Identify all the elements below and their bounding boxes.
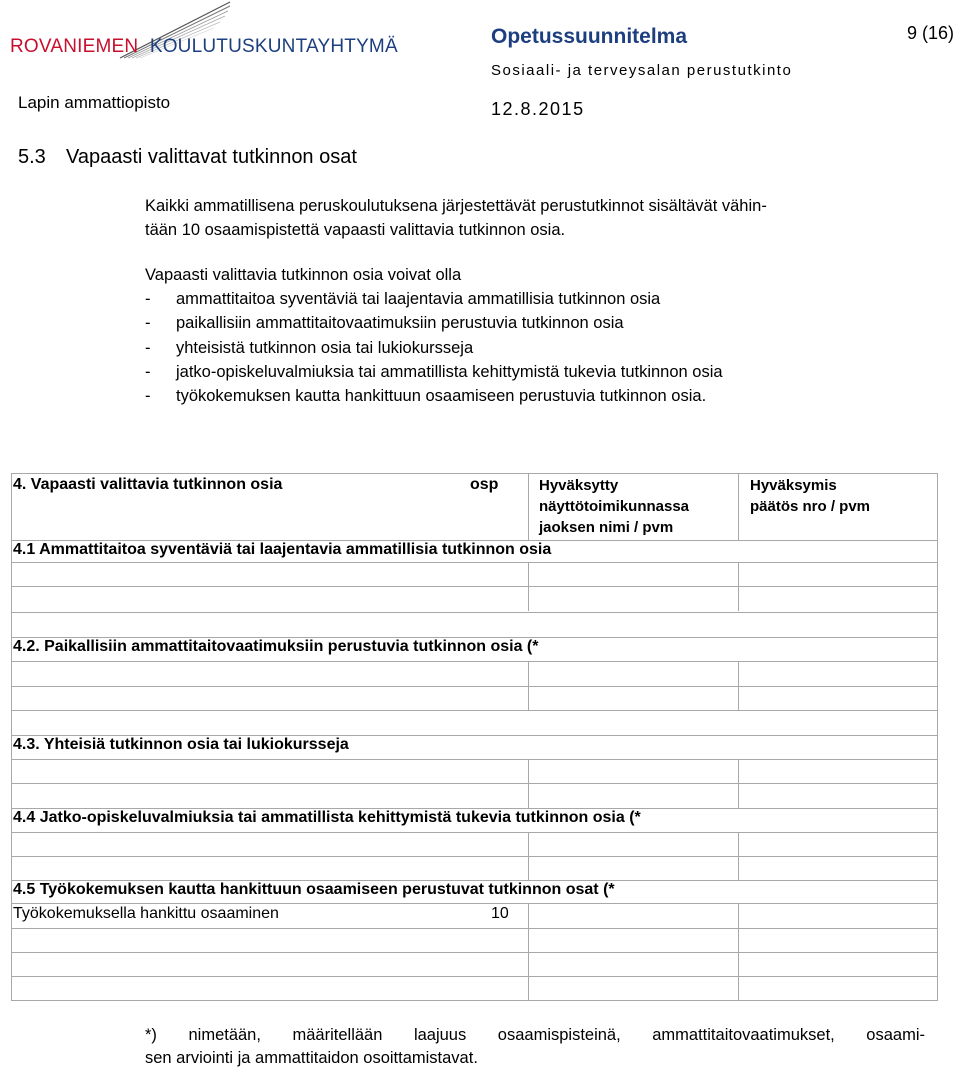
table-rule bbox=[11, 928, 938, 929]
table-cell-unit-name: Työkokemuksella hankittu osaaminen bbox=[13, 905, 279, 922]
list-item: - jatko-opiskeluvalmiuksia tai ammatillista kehittymistä tukevia tutkinnon osia bbox=[145, 360, 723, 384]
table-rule bbox=[11, 903, 938, 904]
list-item: - ammattitaitoa syventäviä tai laajentavia ammatillisia tutkinnon osia bbox=[145, 287, 723, 311]
list-item: - työkokemuksen kautta hankittuun osaamiseen perustuvia tutkinnon osia. bbox=[145, 384, 723, 408]
bullet-dash: - bbox=[145, 314, 151, 333]
table-rule bbox=[11, 1000, 938, 1001]
table-group-header: 4.4 Jatko-opiskeluvalmiuksia tai ammatillista kehittymistä tukevia tutkinnon osia (* bbox=[13, 809, 641, 826]
table-rule bbox=[738, 903, 739, 1001]
bullet-dash: - bbox=[145, 387, 151, 406]
list-intro: Vapaasti valittavia tutkinnon osia voivat olla bbox=[145, 266, 462, 284]
table-rule bbox=[528, 562, 529, 611]
section-number: 5.3 bbox=[18, 146, 46, 168]
bullet-dash: - bbox=[145, 338, 151, 357]
document-subtitle: Sosiaali- ja terveysalan perustutkinto bbox=[491, 62, 793, 79]
bullet-dash: - bbox=[145, 290, 151, 308]
table-rule bbox=[11, 686, 938, 687]
elective-units-table bbox=[11, 473, 938, 1001]
footnote bbox=[145, 1024, 925, 1070]
intro-line: Kaikki ammatillisena peruskoulutuksena järjestettävät perustutkinnot sisältävät vähin- bbox=[145, 197, 767, 215]
table-rule bbox=[11, 612, 938, 613]
section-title: Vapaasti valittavat tutkinnon osat bbox=[66, 146, 357, 168]
table-rule bbox=[11, 783, 938, 784]
table-group-header: 4.2. Paikallisiin ammattitaitovaatimuksiin perustuvia tutkinnon osia (* bbox=[13, 638, 539, 655]
table-cell-osp: 10 bbox=[491, 905, 509, 922]
footnote-line: *) nimetään, määritellään laajuus osaamispisteinä, ammattitaitovaatimukset, osaami- bbox=[145, 1026, 925, 1044]
intro-line: tään 10 osaamispistettä vapaasti valittavia tutkinnon osia. bbox=[145, 221, 566, 239]
table-rule bbox=[11, 661, 938, 662]
table-group-header: 4.5 Työkokemuksen kautta hankittuun osaamiseen perustuvat tutkinnon osat (* bbox=[13, 881, 615, 898]
column-header-unit: 4. Vapaasti valittavia tutkinnon osia bbox=[13, 476, 283, 493]
page-number: 9 (16) bbox=[907, 23, 955, 43]
list-item: - yhteisistä tutkinnon osia tai lukiokursseja bbox=[145, 336, 723, 360]
column-header-decision: Hyväksymis päätös nro / pvm bbox=[750, 477, 871, 515]
org-logo-text bbox=[10, 36, 398, 58]
table-rule bbox=[937, 473, 938, 1001]
bullet-dash: - bbox=[145, 362, 151, 381]
bullet-list bbox=[145, 287, 723, 408]
table-rule bbox=[11, 586, 938, 587]
table-rule bbox=[528, 903, 529, 1001]
org-name-part1: ROVANIEMEN bbox=[10, 36, 139, 57]
table-rule bbox=[528, 661, 529, 710]
column-header-osp: osp bbox=[470, 476, 499, 493]
table-rule bbox=[11, 856, 938, 857]
table-rule bbox=[738, 661, 739, 710]
table-rule bbox=[528, 759, 529, 808]
table-rule bbox=[738, 473, 739, 540]
table-rule bbox=[11, 562, 938, 563]
column-header-approved: Hyväksytty näyttötoimikunnassa jaoksen nimi / pvm bbox=[539, 477, 690, 536]
document-date: 12.8.2015 bbox=[491, 99, 585, 119]
document-title: Opetussuunnitelma bbox=[491, 25, 688, 48]
table-rule bbox=[11, 473, 938, 474]
table-group-header: 4.1 Ammattitaitoa syventäviä tai laajentavia ammatillisia tutkinnon osia bbox=[13, 541, 552, 558]
list-item: - paikallisiin ammattitaitovaatimuksiin perustuvia tutkinnon osia bbox=[145, 311, 723, 335]
footnote-line: sen arviointi ja ammattitaidon osoittamistavat. bbox=[145, 1049, 478, 1067]
intro-paragraph bbox=[145, 194, 935, 242]
section-heading bbox=[18, 146, 357, 169]
table-rule bbox=[11, 710, 938, 711]
table-rule bbox=[11, 952, 938, 953]
table-group-header: 4.3. Yhteisiä tutkinnon osia tai lukiokursseja bbox=[13, 736, 349, 753]
org-name-part2: KOULUTUSKUNTAYHTYMÄ bbox=[149, 36, 398, 57]
table-rule bbox=[738, 832, 739, 880]
table-rule bbox=[738, 759, 739, 808]
table-rule bbox=[11, 473, 12, 1001]
table-rule bbox=[11, 832, 938, 833]
table-rule bbox=[11, 759, 938, 760]
table-rule bbox=[528, 473, 529, 540]
table-rule bbox=[528, 832, 529, 880]
sub-organization: Lapin ammattiopisto bbox=[18, 93, 171, 112]
table-rule bbox=[11, 976, 938, 977]
table-rule bbox=[738, 562, 739, 611]
